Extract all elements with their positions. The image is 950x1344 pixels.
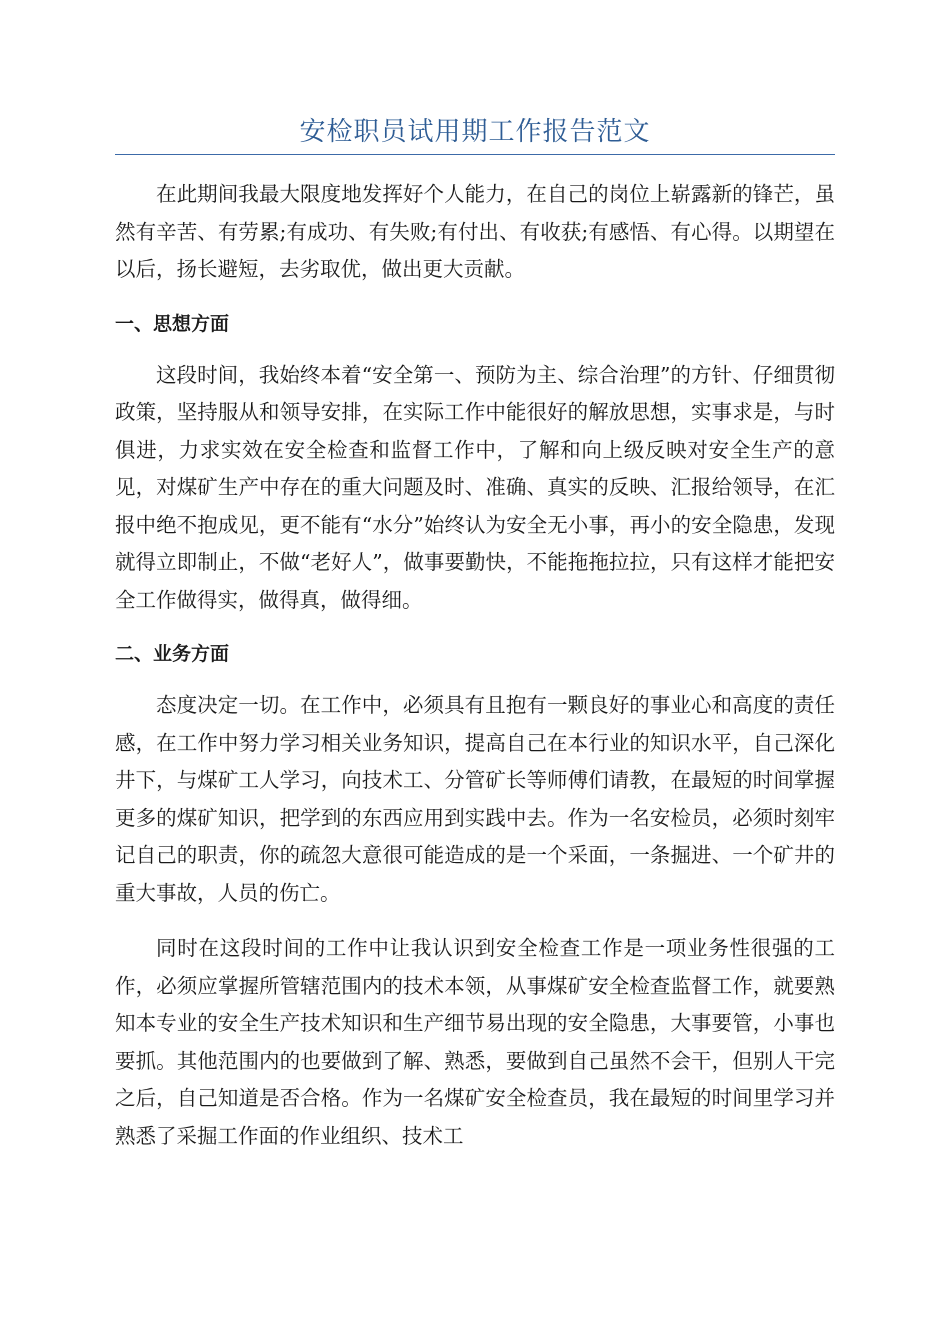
intro-paragraph: 在此期间我最大限度地发挥好个人能力，在自己的岗位上崭露新的锋芒，虽然有辛苦、有劳累;有成功、有失败;有付出、有收获;有感悟、有心得。以期望在以后，扬长避短，去劣取优，做出更大贡献。	[115, 182, 835, 281]
section-heading-business: 二、业务方面	[115, 643, 230, 665]
document-body	[115, 176, 835, 1155]
section-business-paragraph-1: 态度决定一切。在工作中，必须具有且抱有一颗良好的事业心和高度的责任感，在工作中努力学习相关业务知识，提高自己在本行业的知识水平，自己深化井下，与煤矿工人学习，向技术工、分管矿长等师傅们请教，在最短的时间掌握更多的煤矿知识，把学到的东西应用到实践中去。作为一名安检员，必须时刻牢记自己的职责，你的疏忽大意很可能造成的是一个采面，一条掘进、一个矿井的重大事故，人员的伤亡。	[115, 693, 835, 905]
section-heading-thought: 一、思想方面	[115, 312, 230, 335]
section-thought-paragraph: 这段时间，我始终本着“安全第一、预防为主、综合治理”的方针、仔细贯彻政策，坚持服从和领导安排，在实际工作中能很好的解放思想，实事求是，与时俱进，力求实效在安全检查和监督工作中，了解和向上级反映对安全生产的意见，对煤矿生产中存在的重大问题及时、准确、真实的反映、汇报给领导，在汇报中绝不抱成见，更不能有“水分”始终认为安全无小事，再小的安全隐患，发现就得立即制止，不做“老好人”，做事要勤快，不能拖拖拉拉，只有这样才能把安全工作做得实，做得真，做得细。	[115, 362, 835, 612]
document-title: 安检职员试用期工作报告范文	[299, 117, 651, 147]
title-underline	[115, 154, 835, 155]
paragraph-gap	[115, 912, 835, 930]
section-business-paragraph-2: 同时在这段时间的工作中让我认识到安全检查工作是一项业务性很强的工作，必须应掌握所管辖范围内的技术本领，从事煤矿安全检查监督工作，就要熟知本专业的安全生产技术知识和生产细节易出现的安全隐患，大事要管，小事也要抓。其他范围内的也要做到了解、熟悉，要做到自己虽然不会干，但别人干完之后，自己知道是否合格。作为一名煤矿安全检查员，我在最短的时间里学习并熟悉了采掘工作面的作业组织、技术工	[115, 936, 835, 1148]
